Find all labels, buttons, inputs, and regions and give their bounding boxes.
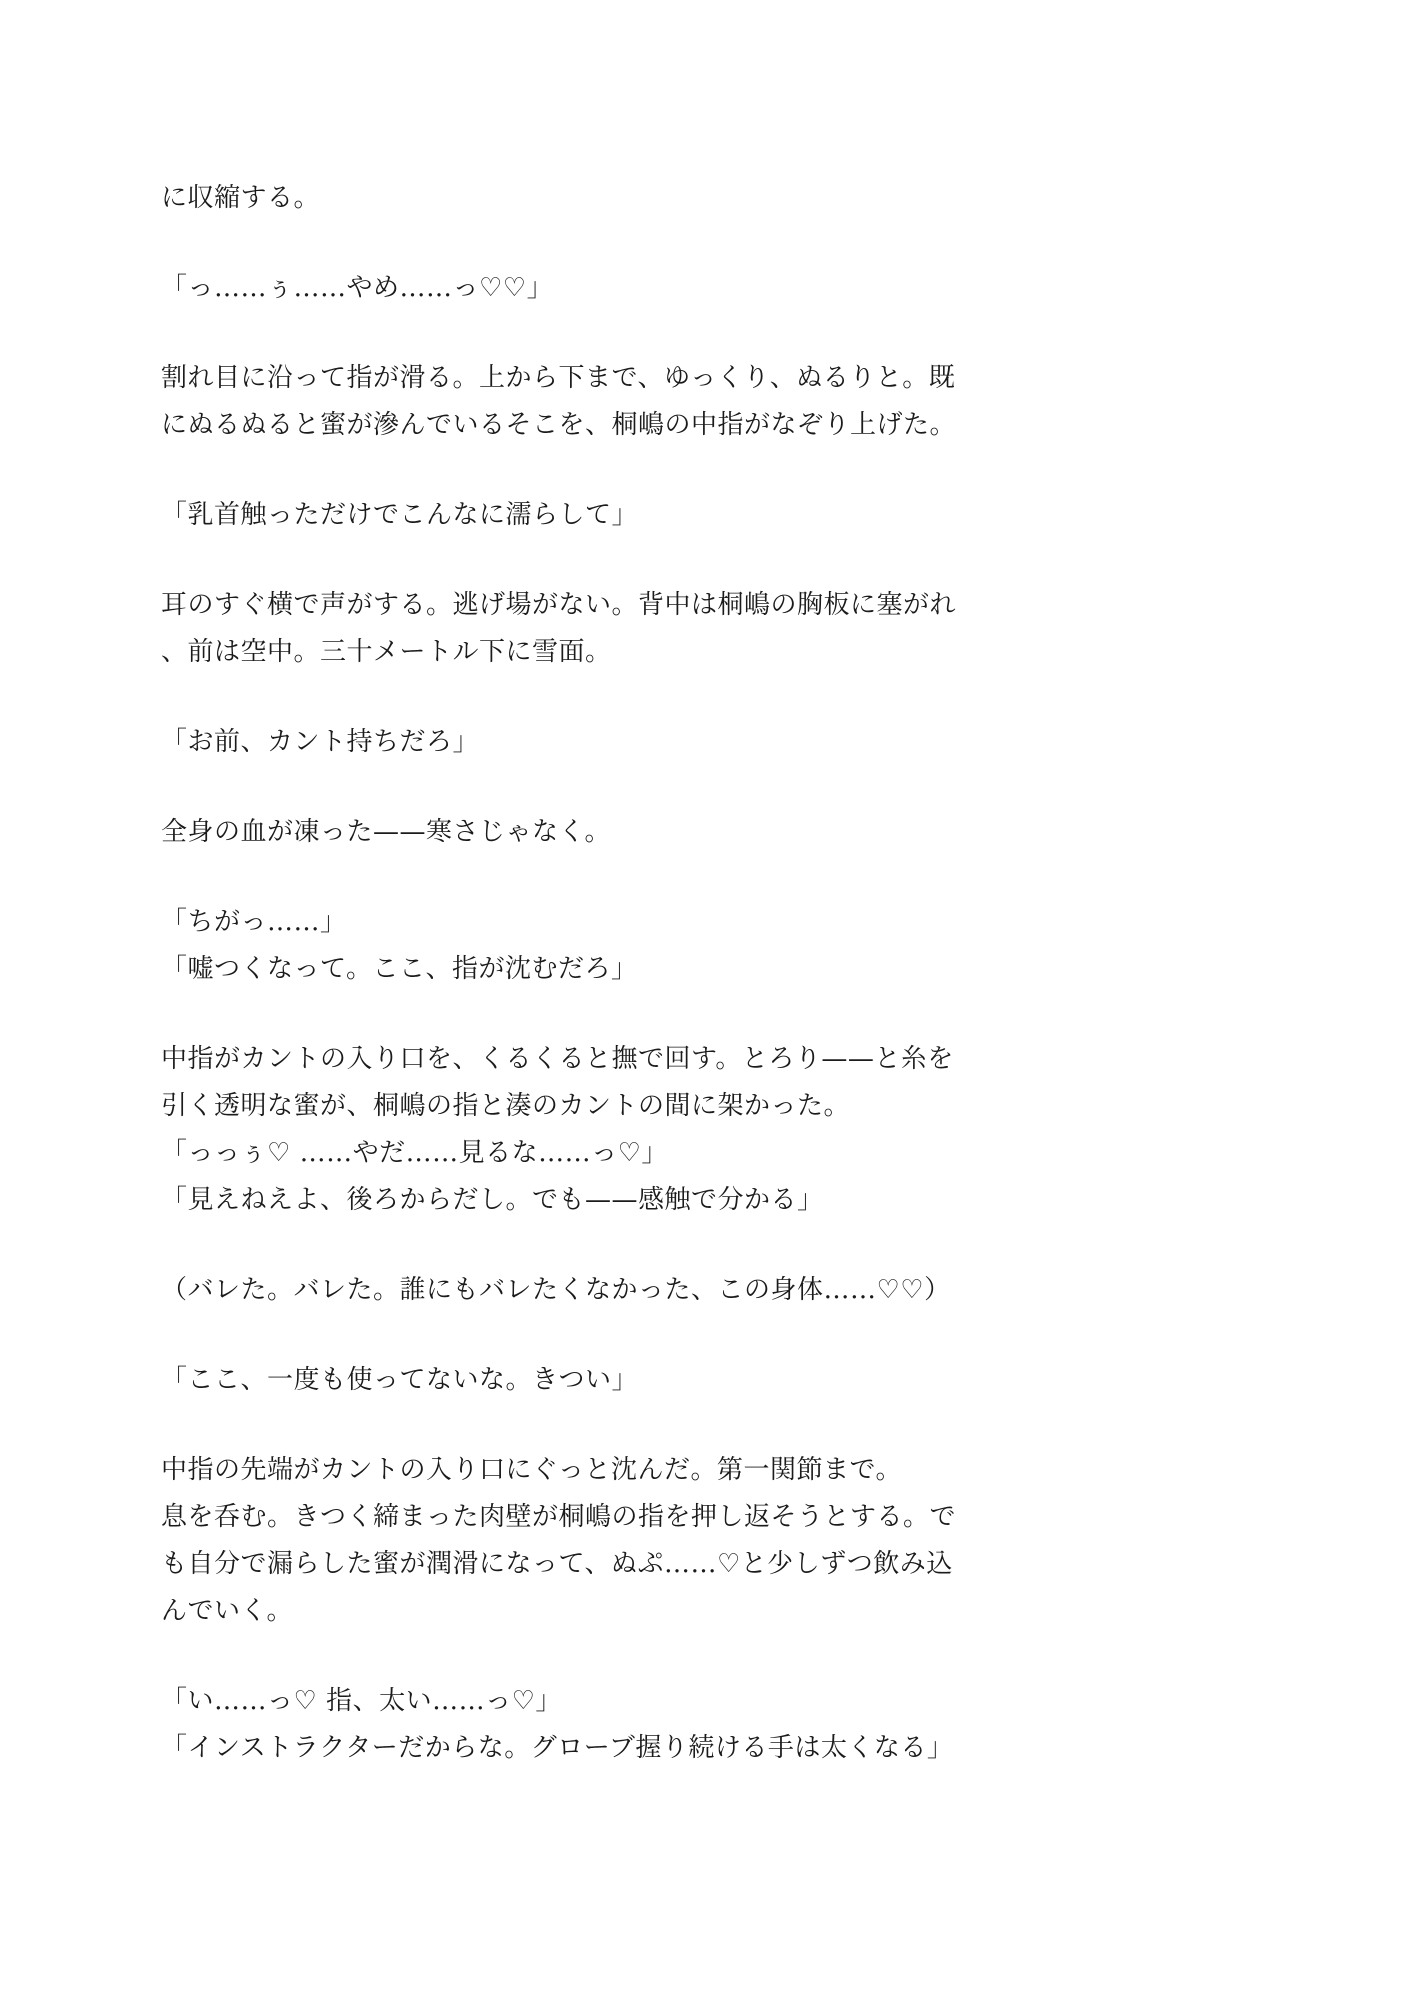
text-line: 割れ目に沿って指が滑る。上から下まで、ゆっくり、ぬるりと。既 bbox=[161, 363, 956, 393]
paragraph bbox=[161, 492, 1261, 539]
paragraph bbox=[161, 1447, 1261, 1635]
paragraph bbox=[161, 355, 1261, 449]
paragraph bbox=[161, 1357, 1261, 1404]
text-line: 「い……っ♡ 指、太い……っ♡」 bbox=[161, 1686, 562, 1716]
paragraph bbox=[161, 1267, 1261, 1314]
text-line: 「っ……ぅ……やめ……っ♡♡」 bbox=[161, 273, 554, 303]
paragraph bbox=[161, 175, 1261, 222]
text-line: 「ちがっ……」 bbox=[161, 907, 347, 937]
text-body bbox=[161, 175, 1261, 1815]
text-line: 「乳首触っただけでこんなに濡らして」 bbox=[161, 500, 639, 530]
text-line: に収縮する。 bbox=[161, 183, 321, 213]
text-line: 中指がカントの入り口を、くるくると撫で回す。とろり——と糸を bbox=[161, 1044, 954, 1074]
paragraph bbox=[161, 582, 1261, 676]
text-line: も自分で漏らした蜜が潤滑になって、ぬぷ……♡と少しずつ飲み込 bbox=[161, 1549, 953, 1579]
text-line: 「ここ、一度も使ってないな。きつい」 bbox=[161, 1365, 639, 1395]
paragraph bbox=[161, 265, 1261, 312]
text-line: （バレた。バレた。誰にもバレたくなかった、この身体……♡♡） bbox=[161, 1275, 951, 1305]
text-line: 「見えねえよ、後ろからだし。でも——感触で分かる」 bbox=[161, 1185, 824, 1215]
text-line: んでいく。 bbox=[161, 1596, 293, 1626]
text-line: 息を呑む。きつく締まった肉壁が桐嶋の指を押し返そうとする。で bbox=[161, 1502, 957, 1532]
text-line: 「嘘つくなって。ここ、指が沈むだろ」 bbox=[161, 954, 638, 984]
text-line: 、前は空中。三十メートル下に雪面。 bbox=[161, 637, 612, 667]
text-line: 引く透明な蜜が、桐嶋の指と湊のカントの間に架かった。 bbox=[161, 1091, 851, 1121]
paragraph bbox=[161, 809, 1261, 856]
text-line: 中指の先端がカントの入り口にぐっと沈んだ。第一関節まで。 bbox=[161, 1455, 902, 1485]
text-line: 「インストラクターだからな。グローブ握り続ける手は太くなる」 bbox=[161, 1733, 954, 1763]
text-line: 「っっぅ♡ ……やだ……見るな……っ♡」 bbox=[161, 1138, 668, 1168]
paragraph bbox=[161, 1036, 1261, 1224]
text-line: にぬるぬると蜜が滲んでいるそこを、桐嶋の中指がなぞり上げた。 bbox=[161, 410, 957, 440]
text-line: 全身の血が凍った——寒さじゃなく。 bbox=[161, 817, 611, 847]
text-line: 「お前、カント持ちだろ」 bbox=[161, 727, 480, 757]
text-line: 耳のすぐ横で声がする。逃げ場がない。背中は桐嶋の胸板に塞がれ bbox=[161, 590, 957, 620]
paragraph bbox=[161, 899, 1261, 993]
paragraph bbox=[161, 1678, 1261, 1772]
paragraph bbox=[161, 719, 1261, 766]
